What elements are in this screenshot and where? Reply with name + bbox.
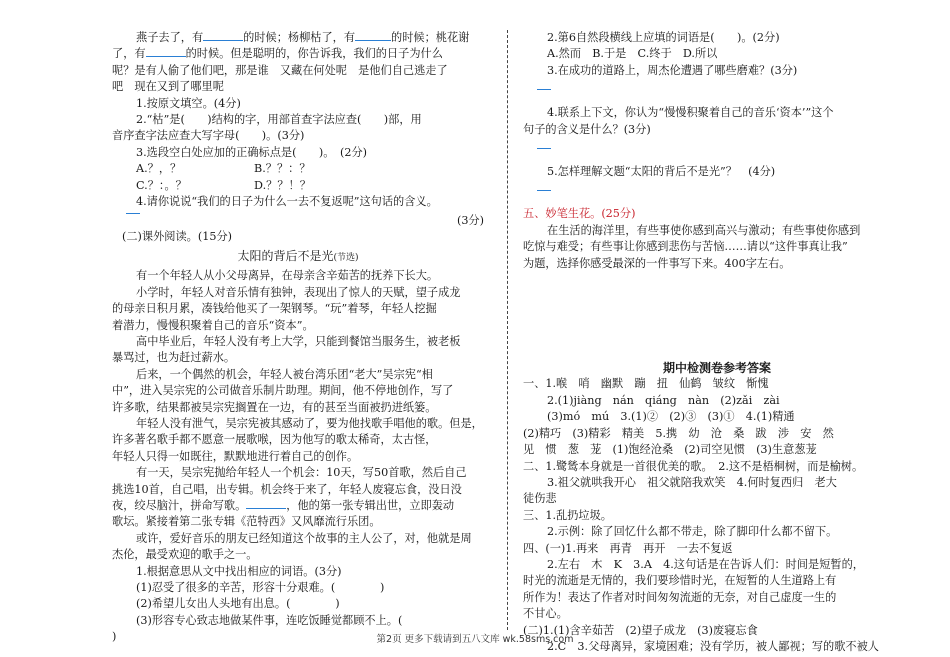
option-c[interactable]: C.？：。？ bbox=[136, 178, 187, 192]
sub-question-2-options[interactable]: A.然而 B.于是 C.终于 D.所以 bbox=[547, 47, 718, 61]
fill-blank[interactable] bbox=[146, 46, 186, 57]
question-3-options-cd bbox=[112, 178, 484, 194]
answer-line bbox=[537, 89, 551, 90]
answer-line-text: 3.祖父就哄我开心 祖父就陪我欢笑 4.何时复西归 老大 bbox=[547, 475, 837, 489]
question-3-options-ab bbox=[112, 161, 484, 177]
sub-question-1: 1.根据意思从文中找出相应的词语。(3分) bbox=[136, 564, 342, 578]
sub-question-3: 3.在成功的道路上，周杰伦遭遇了哪些磨难？(3分) bbox=[547, 63, 798, 77]
story-line: 年轻人只得一如既往，默默地进行着自己的创作。 bbox=[112, 449, 359, 463]
answer-line-text: 三、1.乱扔垃圾。 bbox=[523, 508, 612, 522]
fill-blank[interactable] bbox=[355, 30, 391, 41]
question-4: 4.请你说说“我们的日子为什么一去不复返呢”这句话的含义。 bbox=[136, 195, 438, 209]
sub-question-1-1: (1)忍受了很多的辛苦，形容十分艰难。( ) bbox=[136, 581, 385, 594]
fill-blank[interactable] bbox=[246, 498, 286, 509]
answer-line-text: 2.左右 木 K 3.A 4.这句话是在告诉人们：时间是短暂的， bbox=[547, 557, 864, 571]
story-line: 夜，绞尽脑汁，拼命写歌。 ，他的第一张专辑出世，立即轰动 bbox=[112, 498, 455, 512]
answer-key-title: 期中检测卷参考答案 bbox=[662, 361, 771, 376]
story-line: 许多著名歌手都不愿意一展歌喉，因为他写的歌太稀奇，太古怪， bbox=[112, 433, 437, 447]
answer-area[interactable] bbox=[523, 148, 911, 164]
sub-question-1-3: (3)形容专心致志地做某件事，连吃饭睡觉都顾不上。( bbox=[136, 613, 403, 627]
essay-prompt-line: 吃惊与难受；有些事让你感到悲伤与苦恼……请以“这件事真让我” bbox=[523, 240, 848, 254]
option-b[interactable]: B.？？：？ bbox=[254, 162, 311, 176]
answer-line-text: 所作为！表达了作者对时间匆匆流逝的无奈，对自己虚度一生的 bbox=[523, 590, 837, 604]
right-column bbox=[523, 30, 911, 655]
answer-line-text: 见 惯 葱 茏 (1)饱经沧桑 (2)司空见惯 (3)生意葱茏 bbox=[523, 443, 817, 457]
story-line: 有一个年轻人从小父母离异，在母亲含辛茹苦的抚养下长大。 bbox=[136, 269, 439, 283]
story-line: 杰伦，最受欢迎的歌手之一。 bbox=[112, 548, 258, 562]
essay-writing-space[interactable] bbox=[523, 272, 911, 360]
story-line: 的母亲日积月累，凑钱给他买了一架钢琴。“玩”着琴，年轻人挖掘 bbox=[112, 302, 437, 316]
essay-prompt-line: 为题，选择你感受最深的一件事写下来。400字左右。 bbox=[523, 256, 791, 270]
answer-line-text: 2.C 3.父母离异，家境困难；没有学历，被人鄙视；写的歌不被人 bbox=[547, 639, 879, 653]
story-line: 着潜力，慢慢积聚着自己的音乐“资本”。 bbox=[112, 318, 314, 332]
story-line: 后来，一个偶然的机会，年轻人被台湾乐团“老大”吴宗宪“相 bbox=[136, 367, 433, 381]
essay-prompt-line: 在生活的海洋里，有些事使你感到高兴与激动；有些事使你感到 bbox=[547, 223, 861, 237]
story-line: 高中毕业后，年轻人没有考上大学，只能到餐馆当服务生，被老板 bbox=[136, 334, 461, 348]
answer-line-text: (3)mó mú 3.(1)② (2)③ (3)① 4.(1)精通 bbox=[547, 410, 795, 424]
option-d[interactable]: D.？？！？ bbox=[254, 178, 311, 192]
reading-section-head: (二)课外阅读。(15分) bbox=[122, 230, 233, 244]
answer-key bbox=[523, 360, 911, 655]
answer-line-text: 2.示例：除了回忆什么都不带走，除了脚印什么都不留下。 bbox=[547, 525, 838, 539]
story-line: 许多歌，结果都被吴宗宪搁置在一边，有的甚至当面被扔进纸篓。 bbox=[112, 400, 437, 414]
sub-question-4: 4.联系上下文，你认为“慢慢积聚着自己的音乐‘资本’”这个 bbox=[547, 106, 834, 120]
sub-question-1-2: (2)希望儿女出人头地有出息。( ) bbox=[136, 597, 340, 611]
column-divider bbox=[507, 30, 508, 630]
answer-line-text: 不甘心。 bbox=[523, 607, 568, 621]
answer-line-text: 徒伤悲 bbox=[523, 492, 557, 506]
answer-line-text: 时光的流逝是无情的，我们要珍惜时光，在短暂的人生道路上有 bbox=[523, 574, 837, 588]
writing-section-head: 五、妙笔生花。(25分) bbox=[523, 207, 636, 221]
story-line: 挑选10首，自己唱，出专辑。机会终于来了，年轻人废寝忘食，没日没 bbox=[112, 482, 462, 496]
answer-line bbox=[537, 190, 551, 191]
passage-line-4: 吧 现在又到了哪里呢 bbox=[112, 80, 224, 94]
answer-line bbox=[126, 213, 140, 214]
answer-area[interactable] bbox=[523, 89, 911, 105]
score-note: (3分) bbox=[456, 214, 484, 228]
fill-blank[interactable] bbox=[203, 30, 243, 41]
answer-line-text: 2.(1)jiàng nán qiáng nàn (2)zǎi zài bbox=[547, 393, 780, 407]
sub-question-5: 5.怎样理解文题“太阳的背后不是光”？ (4分) bbox=[547, 165, 776, 179]
passage-line-1: 燕子去了，有 的时候；杨柳枯了，有 的时候；桃花谢 bbox=[136, 31, 470, 44]
question-1: 1.按原文填空。(4分) bbox=[136, 96, 241, 110]
sub-question-4-cont: 句子的含义是什么？(3分) bbox=[523, 122, 651, 136]
passage-line-3: 呢？是有人偷了他们吧，那是谁 又藏在何处呢 是他们自己逃走了 bbox=[112, 63, 448, 77]
question-2-cont: 音序查字法应查大写字母( )。(3分) bbox=[112, 129, 305, 143]
story-line: 小学时，年轻人对音乐情有独钟，表现出了惊人的天赋，望子成龙 bbox=[136, 285, 461, 299]
answer-line-text: 二、1.鹭鸶本身就是一首很优美的歌。 2.这不是梧桐树，而是榆树。 bbox=[523, 459, 864, 473]
question-2: 2.“枯”是( )结构的字，用部首查字法应查( )部，用 bbox=[136, 113, 422, 127]
story-title: 太阳的背后不是光(节选) bbox=[237, 248, 359, 263]
page-footer: 第2页 更多下载请到五八文库 wk.58sms.com bbox=[376, 634, 574, 645]
left-column bbox=[112, 30, 484, 646]
story-line: 歌坛。紧接着第二张专辑《范特西》又风靡流行乐团。 bbox=[112, 515, 381, 529]
passage-line-2: 了，有 的时候。但是聪明的，你告诉我，我们的日子为什么 bbox=[112, 47, 443, 61]
story-line: 或许，爱好音乐的朋友已经知道这个故事的主人公了，对，他就是周 bbox=[136, 531, 472, 545]
answer-line-text: (2)精巧 (3)精彩 精美 5.携 幼 沧 桑 跋 涉 安 然 bbox=[523, 426, 834, 440]
story-line: 有一天，吴宗宪抛给年轻人一个机会：10天，写50首歌，然后自己 bbox=[136, 466, 467, 480]
answer-line bbox=[537, 148, 551, 149]
answer-line-text: 四、(一)1.再来 再青 再开 一去不复返 bbox=[523, 541, 733, 555]
answer-area[interactable] bbox=[523, 190, 911, 206]
sub-question-1-3-end: ) bbox=[112, 630, 117, 644]
story-line: 暴骂过，也为赶过薪水。 bbox=[112, 351, 236, 365]
story-line: 年轻人没有泄气，吴宗宪被其感动了，要为他找歌手唱他的歌。但是， bbox=[136, 416, 483, 430]
answer-area[interactable] bbox=[112, 213, 484, 229]
question-3: 3.选段空白处应加的正确标点是( )。 (2分) bbox=[136, 145, 368, 159]
option-a[interactable]: A.？，？ bbox=[136, 162, 182, 176]
story-line: 中”，进入吴宗宪的公司做音乐制片助理。期间，他不停地创作，写了 bbox=[112, 384, 454, 398]
answer-line-text: (二)1.(1)含辛茹苦 (2)望子成龙 (3)废寝忘食 bbox=[523, 623, 758, 637]
sub-question-2: 2.第6自然段横线上应填的词语是( )。(2分) bbox=[547, 31, 780, 44]
answer-line-text: 一、1.喉 哨 幽默 蹦 扭 仙鹤 皱纹 惭愧 bbox=[523, 377, 769, 391]
